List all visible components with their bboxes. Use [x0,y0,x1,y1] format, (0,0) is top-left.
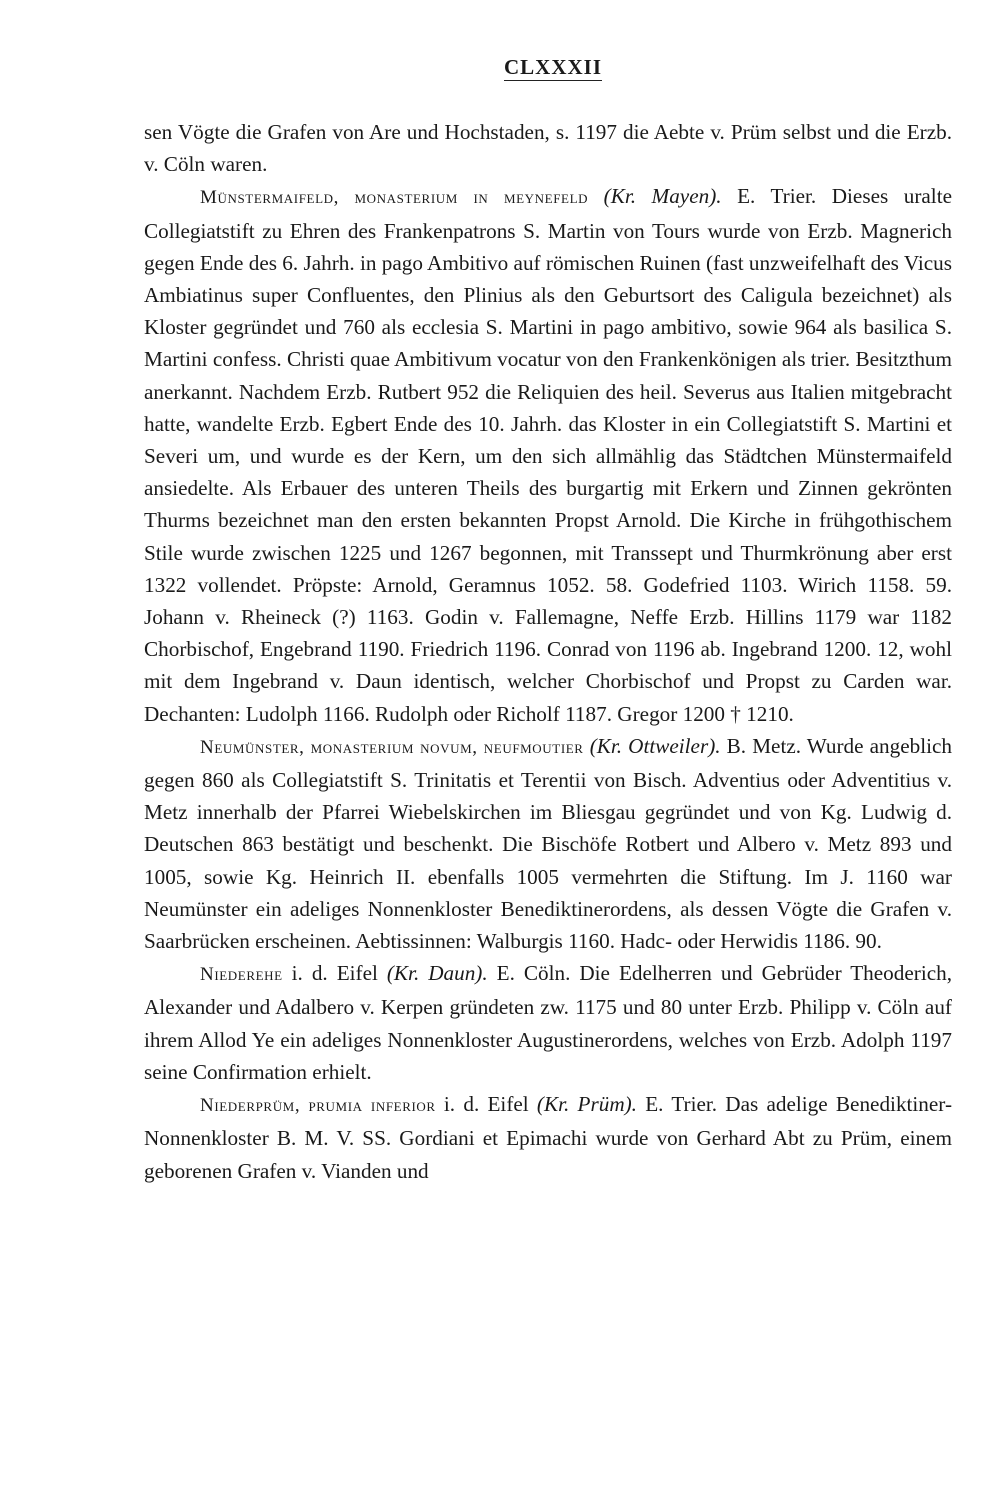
entry-heading: Neumünster, [200,736,305,758]
entry-muenstermaifeld [144,180,952,729]
entry-heading: Niederehe [200,964,283,986]
entry-heading: Münstermaifeld, [200,187,339,209]
entry-text: E. Trier. Das adelige Benediktiner-Nonnenkloster B. M. V. SS. Gordiani et Epimachi wurde von Gerhard Abt zu Prüm, einem geborenen Grafen v. Vianden und [144,1092,952,1183]
entry-heading-tail: i. d. Eifel [443,1092,529,1117]
entry-heading-alt: i. d. Eifel [291,961,378,986]
page-number: CLXXXII [503,55,602,79]
entry-niederpruem [144,1088,952,1187]
entry-niederehe [144,957,952,1088]
entry-text: E. Trier. Dieses uralte Collegiatstift zu Ehren des Frankenpatrons S. Martin von Tours wurde von Erzb. Magnerich gegen Ende des 6. Jahrh. in pago Ambitivo auf römischen Ruinen (fast unzweifelhaft des Vicus Ambiatinus super Confluentes, den Plinius als den Geburtsort des Caligula bezeichnet) als Kloster gegründet und 760 als ecclesia S. Martini in pago ambitivo, sowie 964 als basilica S. Martini confess. Christi quae Ambitivum vocatur von den Frankenkönigen als trier. Besitzthum anerkannt. Nachdem Erzb. Rutbert 952 die Reliquien des heil. Severus aus Italien mitgebracht hatte, wandelte Erzb. Egbert Ende des 10. Jahrh. das Kloster in ein Collegiatstift S. Martini et Severi um, und wurde es der Kern, um den sich allmählig das Städtchen Münstermaifeld ansiedelte. Als Erbauer des unteren Theils des burgartig mit Erkern und Zinnen gekrönten Thurms bezeichnet man den ersten bekannten Propst Arnold. Die Kirche in frühgothischem Stile wurde zwischen 1225 und 1267 begonnen, mit Transsept und Thurmkrönung aber erst 1322 vollendet. Pröpste: Arnold, Geramnus 1052. 58. Godefried 1103. Wirich 1158. 59. Johann v. Rheineck (?) 1163. Godin v. Fallemagne, Neffe Erzb. Hillins 1179 war 1182 Chorbischof, Engebrand 1190. Friedrich 1196. Conrad von 1196 ab. Ingebrand 1200. 12, wohl mit dem Ingebrand v. Daun identisch, welcher Chorbischof und Propst zu Carden war. Dechanten: Ludolph 1166. Rudolph oder Richolf 1187. Gregor 1200 † 1210. [144,184,952,726]
page-header [144,55,952,80]
entry-neumuenster [144,730,952,957]
entry-location: (Kr. Daun). [386,961,488,986]
entry-heading-alt: prumia inferior [308,1095,436,1117]
entry-location: (Kr. Mayen). [603,184,722,209]
entry-heading: Niederprüm, [200,1095,301,1117]
entry-heading-alt: monasterium in meynefeld [354,187,589,209]
entry-location: (Kr. Prüm). [536,1092,637,1117]
entry-text: E. Cöln. Die Edelherren und Gebrüder Theoderich, Alexander und Adalbero v. Kerpen gründeten zw. 1175 und 80 unter Erzb. Philipp v. Cöln auf ihrem Allod Ye ein adeliges Nonnenkloster Augustinerordens, welches von Erzb. Adolph 1197 seine Confirmation erhielt. [144,961,952,1084]
entry-heading-alt: monasterium novum, neufmoutier [310,736,584,758]
entry-text: sen Vögte die Grafen von Are und Hochstaden, s. 1197 die Aebte v. Prüm selbst und die Erzb. v. Cöln waren. [144,120,952,177]
entry-location: (Kr. Ottweiler). [589,733,721,758]
entry-text: B. Metz. Wurde angeblich gegen 860 als Collegiatstift S. Trinitatis et Terentii von Bisch. Adventius oder Adventitius v. Metz innerhalb der Pfarrei Wiebelskirchen im Bliesgau gegründet und von Kg. Ludwig d. Deutschen 863 bestätigt und beschenkt. Die Bischöfe Rotbert und Albero v. Metz 893 und 1005, sowie Kg. Heinrich II. ebenfalls 1005 vermehrten die Stiftung. Im J. 1160 war Neumünster ein adeliges Nonnenkloster Benediktinerordens, als dessen Vögte die Grafen v. Saarbrücken erscheinen. Aebtissinnen: Walburgis 1160. Hadc- oder Herwidis 1186. 90. [144,733,953,954]
entry-continuation [144,116,952,180]
